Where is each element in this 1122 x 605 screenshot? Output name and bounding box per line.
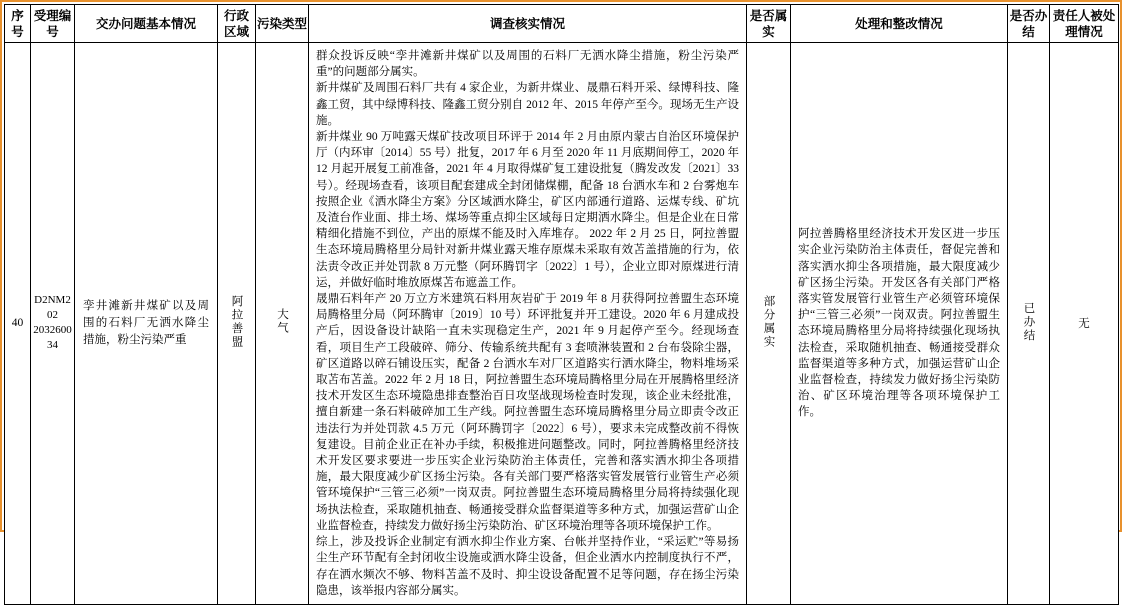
cell-is-concluded bbox=[1008, 43, 1050, 605]
header-row bbox=[5, 5, 1119, 43]
investigation-paragraph: 群众投诉反映“孪井滩新井煤矿以及周围的石料厂无洒水降尘措施，粉尘污染严重”的问题部分属实。 bbox=[316, 50, 739, 79]
header-is-concluded: 是否办结 bbox=[1008, 5, 1050, 43]
cell-pollution-type bbox=[256, 43, 309, 605]
cell-responsible-handled: 无 bbox=[1050, 43, 1119, 605]
header-responsible-handled: 责任人被处理情况 bbox=[1050, 5, 1119, 43]
cell-investigation bbox=[309, 43, 747, 605]
header-region: 行政区域 bbox=[218, 5, 256, 43]
acceptance-no-line: 2032600 bbox=[33, 324, 72, 337]
header-pollution-type: 污染类型 bbox=[256, 5, 309, 43]
investigation-paragraph: 晟鼎石料年产 20 万立方米建筑石料用灰岩矿于 2019 年 8 月获得阿拉善盟生态环境局腾格里分局（阿环腾审〔2019〕10 号）环评批复并开工建设。2020 年 6 月建成投产后，因设备设计缺陷一直未实现稳定生产，2021 年 9 月起停产至今。经现场查看，项目生产工段破碎、筛分、传输系统共配有 3 套喷淋装置和 2 台布袋除尘器，矿区道路以碎石铺设压实，配备 2 台洒水车对厂区道路实行洒水降尘，物料堆场采取苫布苫盖。2022 年 2 月 18 日，阿拉善盟生态环境局腾格里分局在开展腾格里经济技术开发区生态环境隐患排查整治百日攻坚战现场检查时发现，该企业未经批准，擅自新建一条石料破碎加工生产线。阿拉善盟生态环境局腾格里分局立即责令改正违法行为并处罚款 4.5 万元（阿环腾罚字〔2022〕6 号），要求未完成整改前不得恢复建设。目前企业正在补办手续，积极推进问题整改。同时，阿拉善腾格里经济技术开发区要求要进一步压实企业污染防治主体责任，完善和落实洒水抑尘各项措施，最大限度减少矿区扬尘污染。各有关部门要严格落实管发展管行业管生产必须管环境保护“三管三必须”一岗双责。阿拉善盟生态环境局腾格里分局将持续强化现场执法检查，采取随机抽查、畅通接受群众监督渠道等多种方式，加强运营矿山企业监督检查，持续发力做好扬尘污染防治、矿区环境治理等各项环境保护工作。 bbox=[316, 293, 739, 532]
cell-serial-no: 40 bbox=[5, 43, 31, 605]
header-problem: 交办问题基本情况 bbox=[75, 5, 218, 43]
header-investigation: 调查核实情况 bbox=[309, 5, 747, 43]
complaint-handling-table bbox=[4, 4, 1119, 605]
is-true-text: 部分属实 bbox=[762, 294, 775, 349]
cell-acceptance-no bbox=[31, 43, 75, 605]
header-is-true: 是否属实 bbox=[747, 5, 791, 43]
investigation-paragraph: 新井煤矿及周围石料厂共有 4 家企业，为新井煤业、晟鼎石料开采、绿博科技、隆鑫工贸，其中绿博科技、隆鑫工贸分别自 2012 年、2015 年停产至今。现场无生产设施。 bbox=[316, 82, 739, 127]
region-text: 阿拉善盟 bbox=[230, 294, 243, 349]
investigation-paragraph: 新井煤业 90 万吨露天煤矿技改项目环评于 2014 年 2 月由原内蒙古自治区环境保护厅（内环审〔2014〕55 号）批复，2017 年 6 月至 2020 年 11 月底期间停工，2020 年 12 月起开展复工前准备，2021 年 4 月取得煤矿复工建设批复（腾发改发〔2021〕33 号）。经现场查看，该项目配套建成全封闭储煤棚，配备 18 台洒水车和 2 台雾炮车按照企业《洒水降尘方案》分区域洒水降尘，矿区内部通行道路、运煤专线、矿坑及渣台作业面、排土场、煤场等重点抑尘区域每日定期洒水降尘。但是企业在日常精细化措施不到位，产出的原煤不能及时入库堆存。 2022 年 2 月 25 日，阿拉善盟生态环境局腾格里分局针对新井煤业露天堆存原煤未采取有效苫盖措施的行为，依法责令改正并处罚款 8 万元整（阿环腾罚字〔2022〕1 号），企业立即对原煤进行清运，并做好临时堆放原煤苫布遮盖工作。 bbox=[316, 131, 739, 289]
cell-region bbox=[218, 43, 256, 605]
acceptance-no-line: 34 bbox=[47, 339, 58, 352]
handling-paragraph: 阿拉善腾格里经济技术开发区进一步压实企业污染防治主体责任，督促完善和落实洒水抑尘各项措施，最大限度减少矿区扬尘污染。开发区各有关部门严格落实管发展管行业管生产必须管环境保护“三管三必须”一岗双责。阿拉善盟生态环境局腾格里分局将持续强化现场执法检查，采取随机抽查、畅通接受群众监督渠道等多种方式，加强运营矿山企业监督检查，持续发力做好扬尘污染防治、矿区环境治理等各项环境保护工作。 bbox=[798, 228, 1000, 419]
acceptance-no-line: D2NM202 bbox=[34, 294, 71, 322]
header-acceptance-no: 受理编号 bbox=[31, 5, 75, 43]
table-row bbox=[5, 43, 1119, 605]
header-handling: 处理和整改情况 bbox=[791, 5, 1008, 43]
header-serial-no: 序号 bbox=[5, 5, 31, 43]
cell-problem: 孪井滩新井煤矿以及周围的石料厂无洒水降尘措施，粉尘污染严重 bbox=[75, 43, 218, 605]
pollution-type-text: 大气 bbox=[276, 308, 288, 336]
investigation-paragraph: 综上，涉及投诉企业制定有洒水抑尘作业方案、台帐并坚持作业，“采运贮”等易扬尘生产环节配有全封闭收尘设施或洒水降尘设备，但企业洒水内控制度执行不严，存在洒水频次不够、物料苫盖不及时、抑尘设设备配置不足等问题，存在扬尘污染隐患，该举报内容部分属实。 bbox=[316, 536, 739, 597]
is-concluded-text: 已办结 bbox=[1022, 301, 1035, 343]
cell-handling bbox=[791, 43, 1008, 605]
cell-is-true bbox=[747, 43, 791, 605]
